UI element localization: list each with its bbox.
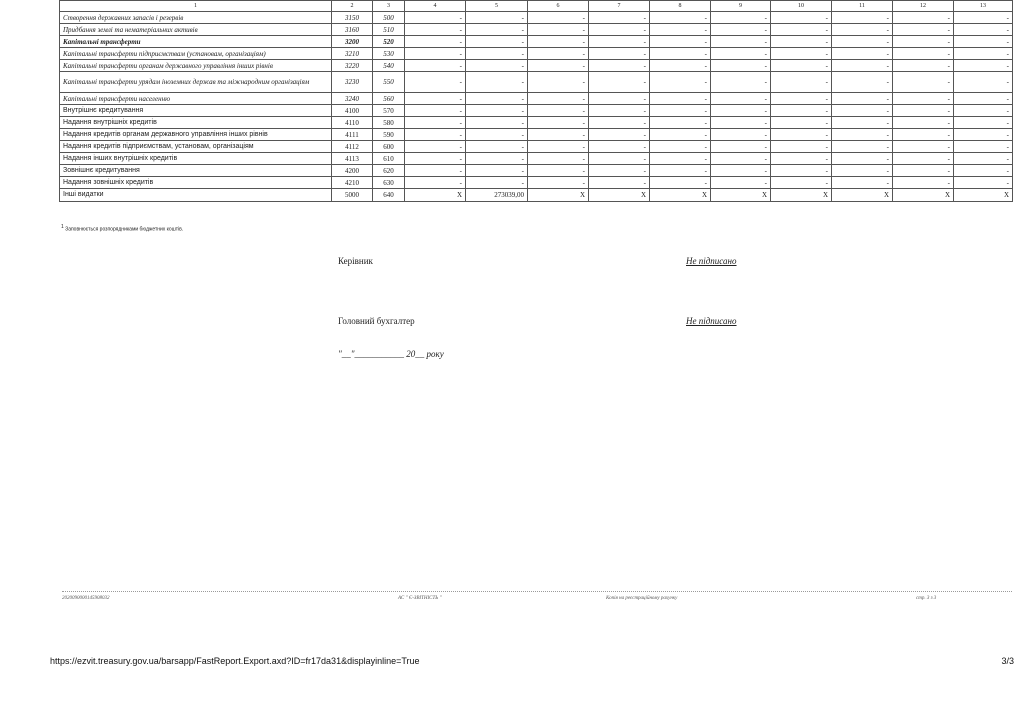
row-value-cell: -: [405, 93, 466, 105]
column-header: 3: [373, 1, 405, 12]
row-code: 3150: [332, 12, 373, 24]
row-value-cell: -: [954, 105, 1013, 117]
row-value-cell: -: [650, 93, 711, 105]
row-value-cell: -: [650, 105, 711, 117]
row-value-cell: -: [893, 36, 954, 48]
row-name: Надання зовнішніх кредитів: [60, 177, 332, 189]
row-value-cell: -: [771, 117, 832, 129]
row-value-cell: -: [405, 24, 466, 36]
row-value-cell: -: [528, 93, 589, 105]
row-value-cell: -: [893, 165, 954, 177]
row-code: 4112: [332, 141, 373, 153]
row-value-cell: -: [893, 153, 954, 165]
row-value-cell: X: [528, 189, 589, 202]
table-row: [60, 24, 1013, 36]
row-value-cell: -: [771, 177, 832, 189]
row-value-cell: X: [771, 189, 832, 202]
row-name: Придбання землі та нематеріальних активів: [60, 24, 332, 36]
row-value-cell: -: [893, 105, 954, 117]
row-value-cell: -: [711, 60, 771, 72]
row-value-cell: -: [466, 93, 528, 105]
row-name: Капітальні трансферти урядам іноземних держав та міжнародним організаціям: [60, 72, 332, 93]
row-value-cell: -: [466, 72, 528, 93]
row-value-cell: -: [405, 153, 466, 165]
row-value-cell: -: [771, 12, 832, 24]
row-value-cell: -: [589, 93, 650, 105]
row-value-cell: -: [954, 60, 1013, 72]
row-value-cell: -: [466, 141, 528, 153]
row-value-cell: -: [954, 12, 1013, 24]
column-header: 13: [954, 1, 1013, 12]
row-value-cell: -: [893, 72, 954, 93]
row-value-cell: X: [711, 189, 771, 202]
row-value-cell: -: [528, 141, 589, 153]
row-value-cell: -: [893, 93, 954, 105]
footer-divider: [62, 591, 1012, 592]
row-value-cell: -: [405, 117, 466, 129]
row-line-number: 620: [373, 165, 405, 177]
row-value-cell: -: [711, 141, 771, 153]
row-value-cell: -: [589, 153, 650, 165]
row-line-number: 640: [373, 189, 405, 202]
row-value-cell: -: [771, 24, 832, 36]
row-value-cell: -: [466, 105, 528, 117]
row-value-cell: -: [771, 60, 832, 72]
row-code: 4111: [332, 129, 373, 141]
row-line-number: 570: [373, 105, 405, 117]
row-value-cell: -: [893, 129, 954, 141]
row-value-cell: -: [954, 72, 1013, 93]
row-value-cell: -: [466, 48, 528, 60]
footnote-text: Заповнюється розпорядниками бюджетних коштів.: [65, 226, 184, 233]
row-value-cell: -: [832, 129, 893, 141]
row-value-cell: -: [528, 72, 589, 93]
row-code: 3210: [332, 48, 373, 60]
row-name: Надання внутрішніх кредитів: [60, 117, 332, 129]
column-header: 11: [832, 1, 893, 12]
row-value-cell: -: [405, 60, 466, 72]
column-header: 5: [466, 1, 528, 12]
row-value-cell: -: [711, 177, 771, 189]
row-value-cell: -: [466, 24, 528, 36]
row-value-cell: -: [771, 129, 832, 141]
row-value-cell: -: [771, 165, 832, 177]
row-line-number: 600: [373, 141, 405, 153]
row-value-cell: -: [466, 60, 528, 72]
row-value-cell: -: [589, 117, 650, 129]
row-value-cell: -: [650, 48, 711, 60]
accountant-label: Головний бухгалтер: [338, 316, 415, 326]
row-value-cell: -: [589, 24, 650, 36]
row-value-cell: -: [771, 93, 832, 105]
row-value-cell: -: [589, 36, 650, 48]
row-value-cell: -: [832, 153, 893, 165]
row-value-cell: -: [711, 129, 771, 141]
row-code: 3160: [332, 24, 373, 36]
row-name: Капітальні трансферти: [60, 36, 332, 48]
row-value-cell: -: [650, 24, 711, 36]
row-value-cell: X: [954, 189, 1013, 202]
row-value-cell: -: [650, 60, 711, 72]
table-row: [60, 189, 1013, 202]
row-value-cell: -: [954, 117, 1013, 129]
row-value-cell: -: [711, 24, 771, 36]
table-row: [60, 36, 1013, 48]
row-value-cell: X: [650, 189, 711, 202]
column-header: 8: [650, 1, 711, 12]
row-value-cell: -: [711, 105, 771, 117]
row-name: Надання кредитів підприємствам, установам, організаціям: [60, 141, 332, 153]
row-code: 4100: [332, 105, 373, 117]
row-value-cell: -: [711, 48, 771, 60]
row-value-cell: -: [589, 141, 650, 153]
row-name: Капітальні трансферти населенню: [60, 93, 332, 105]
column-header: 10: [771, 1, 832, 12]
table-row: [60, 129, 1013, 141]
row-line-number: 520: [373, 36, 405, 48]
row-value-cell: -: [954, 24, 1013, 36]
row-value-cell: -: [832, 105, 893, 117]
row-value-cell: -: [832, 177, 893, 189]
row-value-cell: -: [528, 153, 589, 165]
row-value-cell: -: [650, 72, 711, 93]
row-line-number: 560: [373, 93, 405, 105]
row-code: 4210: [332, 177, 373, 189]
row-value-cell: -: [893, 48, 954, 60]
row-value-cell: -: [650, 153, 711, 165]
row-value-cell: -: [832, 72, 893, 93]
row-line-number: 540: [373, 60, 405, 72]
table-row: [60, 165, 1013, 177]
row-value-cell: -: [832, 93, 893, 105]
row-value-cell: -: [954, 129, 1013, 141]
table-row: [60, 60, 1013, 72]
table-row: [60, 48, 1013, 60]
row-value-cell: X: [589, 189, 650, 202]
row-value-cell: -: [711, 36, 771, 48]
row-code: 3240: [332, 93, 373, 105]
footer-page: стр. 3 з 3: [916, 596, 937, 601]
row-value-cell: -: [771, 72, 832, 93]
row-value-cell: -: [954, 153, 1013, 165]
row-value-cell: -: [711, 153, 771, 165]
row-name: Капітальні трансферти підприємствам (установам, організаціям): [60, 48, 332, 60]
row-value-cell: -: [832, 12, 893, 24]
table-row: [60, 141, 1013, 153]
row-value-cell: X: [405, 189, 466, 202]
row-value-cell: -: [893, 24, 954, 36]
row-value-cell: -: [528, 12, 589, 24]
head-label: Керівник: [338, 256, 373, 266]
row-value-cell: -: [466, 36, 528, 48]
date-line: "__"___________ 20__ року: [338, 349, 444, 359]
row-value-cell: -: [711, 165, 771, 177]
row-value-cell: X: [832, 189, 893, 202]
row-name: Надання інших внутрішніх кредитів: [60, 153, 332, 165]
row-value-cell: -: [711, 93, 771, 105]
row-value-cell: X: [893, 189, 954, 202]
row-value-cell: -: [466, 177, 528, 189]
row-code: 5000: [332, 189, 373, 202]
row-value-cell: -: [650, 12, 711, 24]
row-value-cell: -: [832, 48, 893, 60]
row-value-cell: -: [405, 141, 466, 153]
row-value-cell: -: [528, 60, 589, 72]
table-row: [60, 12, 1013, 24]
row-line-number: 610: [373, 153, 405, 165]
row-line-number: 500: [373, 12, 405, 24]
row-value-cell: -: [528, 105, 589, 117]
row-value-cell: -: [589, 177, 650, 189]
footnote: [61, 224, 183, 233]
table-header-row: [60, 1, 1013, 12]
row-value-cell: -: [405, 72, 466, 93]
row-value-cell: -: [771, 105, 832, 117]
footer-system: АС " Є-ЗВІТНІСТЬ ": [398, 596, 442, 601]
row-value-cell: -: [832, 165, 893, 177]
row-value-cell: -: [466, 165, 528, 177]
column-header: 4: [405, 1, 466, 12]
row-code: 3200: [332, 36, 373, 48]
row-value-cell: -: [466, 117, 528, 129]
row-value-cell: -: [954, 177, 1013, 189]
row-value-cell: -: [893, 141, 954, 153]
print-url: https://ezvit.treasury.gov.ua/barsapp/FastReport.Export.axd?ID=fr17da31&displayinline=True: [50, 656, 420, 666]
row-value-cell: -: [711, 117, 771, 129]
row-value-cell: -: [771, 48, 832, 60]
row-value-cell: -: [405, 177, 466, 189]
row-value-cell: -: [954, 93, 1013, 105]
row-value-cell: -: [405, 165, 466, 177]
column-header: 7: [589, 1, 650, 12]
row-value-cell: -: [650, 141, 711, 153]
row-name: Інші видатки: [60, 189, 332, 202]
row-line-number: 630: [373, 177, 405, 189]
row-name: Капітальні трансферти органам державного управління інших рівнів: [60, 60, 332, 72]
row-value-cell: -: [589, 165, 650, 177]
expenditure-table: [59, 0, 1013, 202]
row-value-cell: -: [711, 72, 771, 93]
row-name: Створення державних запасів і резервів: [60, 12, 332, 24]
row-value-cell: -: [589, 129, 650, 141]
row-value-cell: -: [528, 129, 589, 141]
accountant-signature-status: Не підписано: [686, 316, 737, 326]
row-value-cell: -: [466, 12, 528, 24]
row-value-cell: -: [954, 165, 1013, 177]
table-row: [60, 117, 1013, 129]
row-value-cell: -: [711, 12, 771, 24]
row-value-cell: -: [528, 24, 589, 36]
row-value-cell: -: [954, 48, 1013, 60]
table-row: [60, 105, 1013, 117]
row-value-cell: -: [893, 177, 954, 189]
print-page-count: 3/3: [1001, 656, 1014, 666]
row-line-number: 550: [373, 72, 405, 93]
row-value-cell: -: [650, 117, 711, 129]
row-value-cell: -: [528, 177, 589, 189]
row-value-cell: -: [528, 165, 589, 177]
table-row: [60, 93, 1013, 105]
row-value-cell: -: [650, 129, 711, 141]
row-value-cell: -: [405, 12, 466, 24]
row-code: 4113: [332, 153, 373, 165]
row-code: 4110: [332, 117, 373, 129]
row-value-cell: -: [893, 117, 954, 129]
footer-note: Копія на реєстраційному рахунку: [606, 596, 678, 601]
row-value-cell: -: [589, 48, 650, 60]
table-body: [60, 12, 1013, 202]
row-line-number: 580: [373, 117, 405, 129]
table-row: [60, 177, 1013, 189]
row-value-cell: -: [405, 129, 466, 141]
head-signature-status: Не підписано: [686, 256, 737, 266]
row-value-cell: -: [771, 141, 832, 153]
row-value-cell: -: [405, 48, 466, 60]
row-name: Зовнішнє кредитування: [60, 165, 332, 177]
table-row: [60, 72, 1013, 93]
row-value-cell: -: [832, 141, 893, 153]
row-value-cell: -: [650, 165, 711, 177]
footnote-mark: 1: [61, 224, 64, 230]
row-value-cell: -: [832, 60, 893, 72]
row-value-cell: -: [954, 36, 1013, 48]
row-value-cell: -: [832, 36, 893, 48]
row-line-number: 510: [373, 24, 405, 36]
row-value-cell: -: [893, 60, 954, 72]
footer-doc-id: 2020090000145908032: [62, 596, 110, 601]
row-name: Надання кредитів органам державного управління інших рівнів: [60, 129, 332, 141]
row-value-cell: -: [589, 72, 650, 93]
row-code: 3220: [332, 60, 373, 72]
row-value-cell: -: [405, 36, 466, 48]
row-value-cell: -: [893, 12, 954, 24]
row-value-cell: -: [528, 117, 589, 129]
row-value-cell: -: [771, 153, 832, 165]
column-header: 9: [711, 1, 771, 12]
row-value-cell: -: [832, 24, 893, 36]
row-name: Внутрішнє кредитування: [60, 105, 332, 117]
row-value-cell: -: [528, 48, 589, 60]
row-value-cell: -: [589, 105, 650, 117]
row-value-cell: -: [528, 36, 589, 48]
column-header: 6: [528, 1, 589, 12]
row-value-cell: -: [650, 177, 711, 189]
row-value-cell: -: [954, 141, 1013, 153]
row-value-cell: -: [405, 105, 466, 117]
column-header: 2: [332, 1, 373, 12]
row-value-cell: -: [589, 60, 650, 72]
column-header: 1: [60, 1, 332, 12]
table-row: [60, 153, 1013, 165]
row-value-cell: -: [650, 36, 711, 48]
row-value-cell: -: [466, 129, 528, 141]
row-line-number: 590: [373, 129, 405, 141]
row-code: 4200: [332, 165, 373, 177]
row-value-cell: -: [771, 36, 832, 48]
row-value-cell: 273039,00: [466, 189, 528, 202]
row-line-number: 530: [373, 48, 405, 60]
row-value-cell: -: [589, 12, 650, 24]
row-value-cell: -: [832, 117, 893, 129]
row-code: 3230: [332, 72, 373, 93]
row-value-cell: -: [466, 153, 528, 165]
column-header: 12: [893, 1, 954, 12]
